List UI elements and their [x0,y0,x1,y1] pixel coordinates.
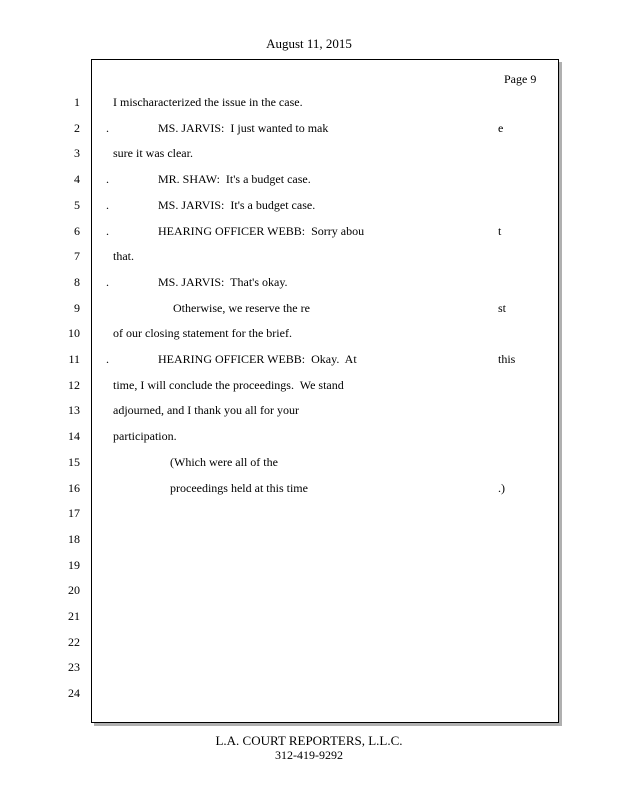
line-number: 3 [74,146,80,161]
line-number: 8 [74,274,80,289]
transcript-line-text: MS. JARVIS: I just wanted to mak [158,120,329,135]
transcript-line-text: I mischaracterized the issue in the case. [113,95,303,109]
transcript-line-text: adjourned, and I thank you all for your [113,403,299,418]
transcript-date: August 11, 2015 [266,36,352,51]
transcript-line-text: .) [498,480,505,495]
line-number: 2 [74,120,80,135]
line-number: 15 [68,454,80,469]
transcript-line-text: MR. SHAW: It's a budget case. [158,172,311,187]
line-number: 12 [68,377,80,392]
line-number: 17 [68,506,80,521]
line-number: 1 [74,95,80,109]
line-number: 16 [68,480,80,495]
line-number: 19 [68,557,80,572]
line-number: 10 [68,326,80,341]
line-number: 11 [68,352,80,366]
transcript-line-text: time, I will conclude the proceedings. We stand [113,377,344,392]
transcript-line-text: . [106,120,109,135]
line-number: 18 [68,531,80,546]
transcript-line-text: MS. JARVIS: It's a budget case. [158,197,316,212]
transcript-line-text: HEARING OFFICER WEBB: Okay. At [158,352,357,366]
line-number: 4 [74,172,80,187]
line-number: 20 [68,583,80,598]
line-number: 24 [68,686,80,701]
page-number: Page 9 [504,72,537,86]
transcript-line-text: proceedings held at this time [170,480,308,495]
transcript-line-text: . [106,172,109,187]
transcript-line-text: . [106,274,109,289]
transcript-line-text: that. [113,249,134,264]
line-number: 9 [74,300,80,315]
transcript-line-text: participation. [113,429,177,444]
line-number: 5 [74,197,80,212]
transcript-line-text: . [106,352,109,366]
transcript-line-text: sure it was clear. [113,146,193,161]
footer-company: L.A. COURT REPORTERS, L.L.C. [215,733,403,748]
transcript-line-text: t [498,223,502,238]
line-number: 23 [68,660,80,675]
transcript-line-text: . [106,197,109,212]
transcript-line-text: HEARING OFFICER WEBB: Sorry abou [158,223,365,238]
line-number: 6 [74,223,80,238]
transcript-line-text: st [498,300,507,315]
transcript-line-text: Otherwise, we reserve the re [173,300,310,315]
transcript-line-text: . [106,223,109,238]
line-number: 21 [68,609,80,623]
transcript-line-text: this [498,352,516,366]
footer-phone: 312-419-9292 [275,748,343,762]
transcript-line-text: (Which were all of the [170,454,278,469]
line-number: 14 [68,429,80,444]
line-number: 13 [68,403,80,418]
line-number: 22 [68,634,80,649]
transcript-line-text: MS. JARVIS: That's okay. [158,274,288,289]
line-number: 7 [74,249,80,264]
transcript-line-text: of our closing statement for the brief. [113,326,292,341]
transcript-line-text: e [498,120,504,135]
